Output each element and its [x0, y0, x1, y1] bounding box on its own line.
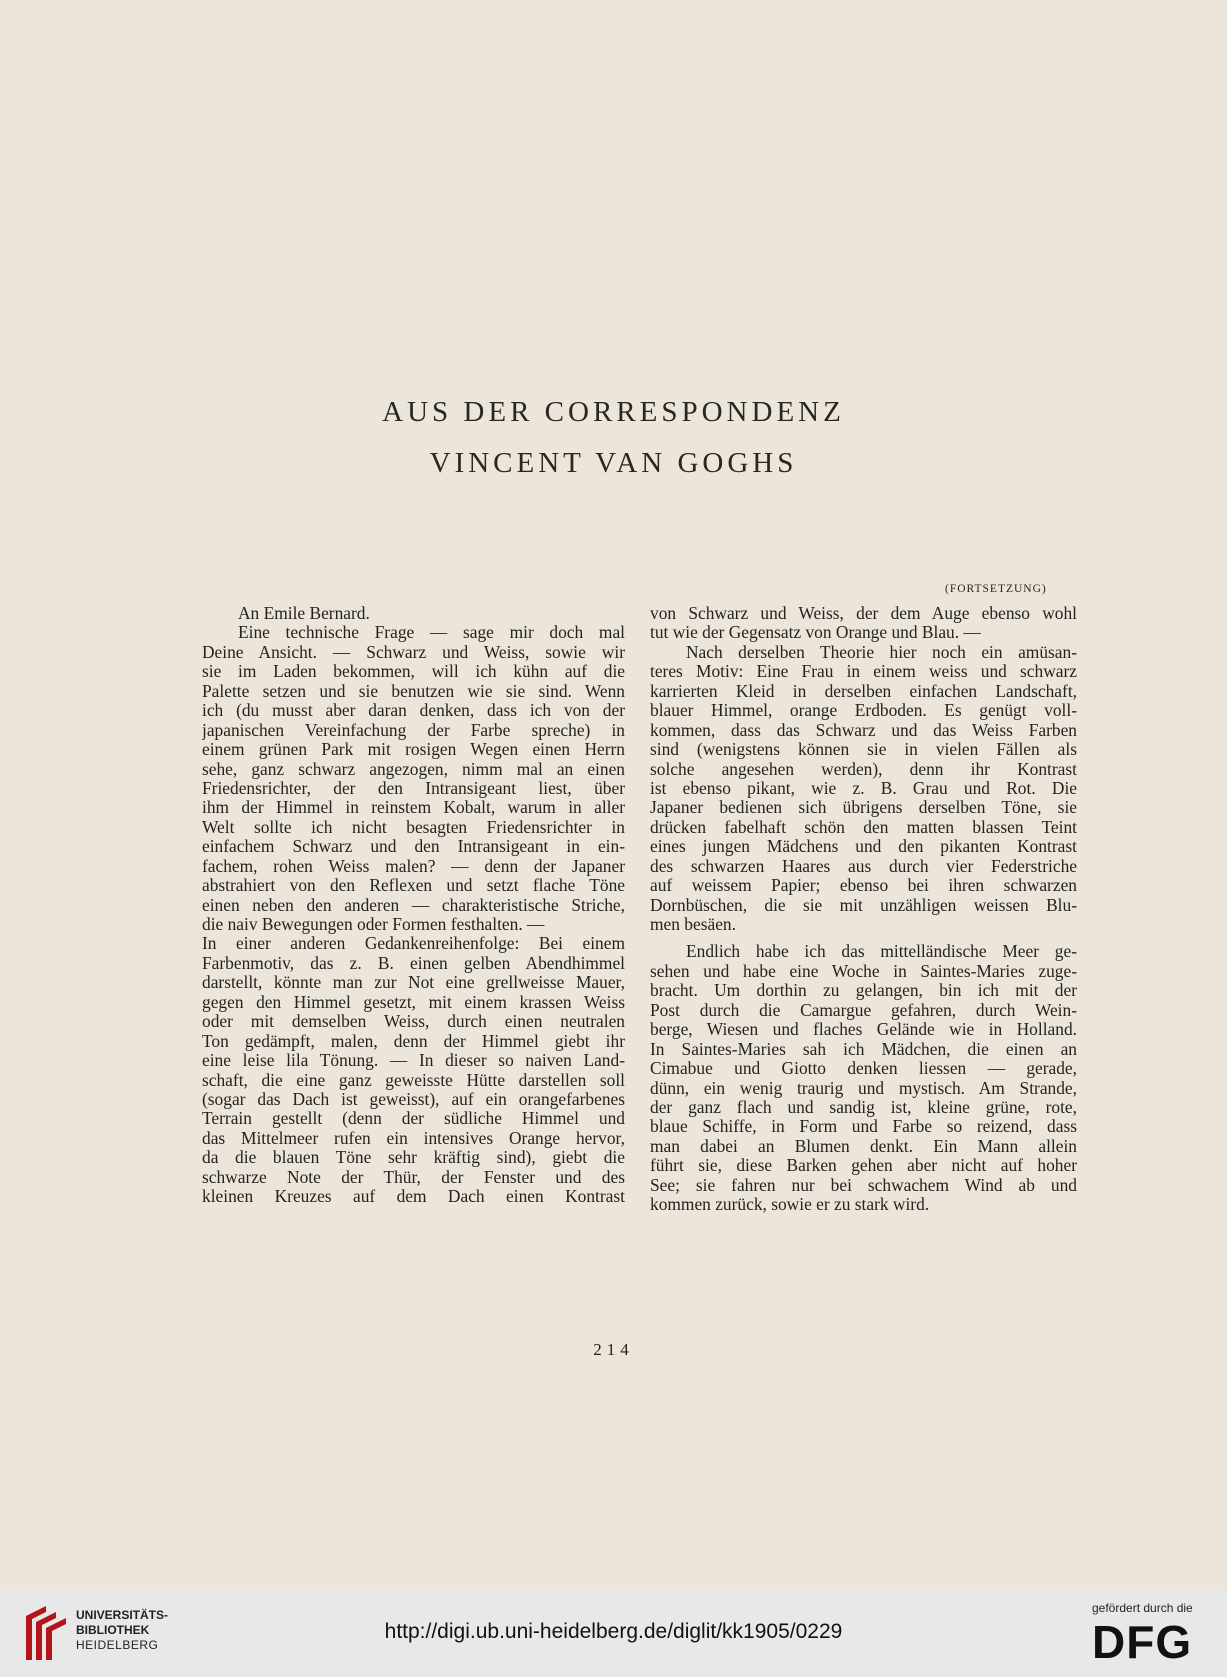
text-line: Nach derselben Theorie hier noch ein amüsan- [686, 642, 1077, 662]
text-line: drücken fabelhaft schön den matten blassen Teint [650, 817, 1077, 837]
text-line: japanischen Vereinfachung der Farbe spreche) in [202, 720, 625, 740]
text-line: teres Motiv: Eine Frau in einem weiss und schwarz [650, 662, 1077, 682]
text-line: sie im Laden bekommen, will ich kühn auf die [202, 662, 625, 682]
text-line: ist ebenso pikant, wie z. B. Grau und Rot. Die [650, 778, 1077, 798]
text-line: Deine Ansicht. — Schwarz und Weiss, sowie wir [202, 642, 625, 662]
funder-caption: gefördert durch die [1092, 1601, 1193, 1615]
footer-bar [0, 1590, 1227, 1677]
text-line: von Schwarz und Weiss, der dem Auge ebenso wohl [650, 604, 1077, 623]
text-line: See; sie fahren nur bei schwachem Wind ab und [650, 1175, 1077, 1195]
permalink-url[interactable]: http://digi.ub.uni-heidelberg.de/diglit/kk1905/0229 [384, 1620, 843, 1643]
text-line: In Saintes-Maries sah ich Mädchen, die einen an [650, 1039, 1077, 1059]
text-line: auf weissem Papier; ebenso bei ihren schwarzen [650, 876, 1077, 896]
text-line: die naiv Bewegungen oder Formen festhalten. — [202, 914, 545, 934]
text-line: Farbenmotiv, das z. B. einen gelben Abendhimmel [202, 953, 625, 973]
text-line: Eine technische Frage — sage mir doch mal [238, 623, 625, 643]
text-line: ich (du musst aber daran denken, dass ich von der [202, 701, 625, 721]
text-line: man dabei an Blumen denkt. Ein Mann allein [650, 1136, 1077, 1156]
text-line: da die blauen Töne sehr kräftig sind), giebt die [202, 1148, 625, 1168]
text-line: führt sie, diese Barken gehen aber nicht auf hoher [650, 1156, 1077, 1176]
text-line: Endlich habe ich das mittelländische Meer ge- [686, 942, 1077, 962]
text-line: einen neben den anderen — charakteristische Striche, [202, 895, 625, 915]
text-line: das Mittelmeer rufen ein intensives Orange hervor, [202, 1128, 625, 1148]
text-line: ihm der Himmel in reinstem Kobalt, warum in aller [202, 798, 625, 818]
text-line: Cimabue und Giotto denken liessen — gerade, [650, 1059, 1077, 1079]
text-line: dünn, ein wenig traurig und mystisch. Am Strande, [650, 1078, 1077, 1098]
text-line: Japaner bedienen sich übrigens derselben Töne, sie [650, 798, 1077, 818]
continued-label: (FORTSETZUNG) [945, 583, 1047, 595]
library-name-line-1: UNIVERSITÄTS- [76, 1608, 169, 1622]
text-line: Palette setzen und sie benutzen wie sie sind. Wenn [202, 681, 625, 701]
right-column [650, 604, 1077, 1215]
title-line-1: AUS DER CORRESPONDENZ [382, 396, 845, 428]
text-line: schaft, die eine ganz geweisste Hütte darstellen soll [202, 1070, 625, 1090]
text-line: blaue Schiffe, in Form und Farbe so reizend, dass [650, 1117, 1077, 1137]
text-line: sind (wenigstens können sie in vielen Fällen als [650, 740, 1077, 760]
text-line: Post durch die Camargue gefahren, durch Wein- [650, 1000, 1077, 1020]
text-line: eines jungen Mädchens und den pikanten Kontrast [650, 837, 1077, 857]
text-line: Friedensrichter, der den Intransigeant liest, über [202, 778, 625, 798]
text-line: sehen und habe eine Woche in Saintes-Maries zuge- [650, 961, 1077, 981]
library-name-line-2: BIBLIOTHEK [76, 1623, 150, 1637]
text-line: einem grünen Park mit rosigen Wegen einen Herrn [202, 740, 625, 760]
text-line: der ganz flach und sandig ist, kleine grüne, rote, [650, 1097, 1077, 1117]
text-line: des schwarzen Haares aus durch vier Federstriche [650, 856, 1077, 876]
text-line: Terrain gestellt (denn der südliche Himmel und [202, 1109, 625, 1129]
text-line: darstellt, könnte man zur Not eine grellweisse Mauer, [202, 973, 625, 993]
text-line: (sogar das Dach ist geweisst), auf ein orangefarbenes [202, 1089, 625, 1109]
text-line: einfachem Schwarz und den Intransigeant in ein- [202, 837, 625, 857]
page-number: 214 [593, 1340, 634, 1359]
text-line: abstrahiert von den Reflexen und setzt flache Töne [202, 876, 625, 896]
text-line: oder mit demselben Weiss, durch einen neutralen [202, 1012, 625, 1032]
text-line: karrierten Kleid in derselben einfachen Landschaft, [650, 681, 1077, 701]
text-line: gegen den Himmel gesetzt, mit einem krassen Weiss [202, 992, 625, 1012]
text-line: tut wie der Gegensatz von Orange und Blau. — [650, 622, 981, 643]
text-line: eine leise lila Tönung. — In dieser so naiven Land- [202, 1051, 625, 1071]
text-line: In einer anderen Gedankenreihenfolge: Bei einem [202, 934, 625, 954]
dfg-logo: DFG [1092, 1616, 1193, 1668]
text-line: sehe, ganz schwarz angezogen, nimm mal an einen [202, 759, 625, 779]
text-line: Welt sollte ich nicht besagten Friedensrichter in [202, 817, 625, 837]
text-line: kleinen Kreuzes auf dem Dach einen Kontrast [202, 1187, 625, 1207]
text-line: bracht. Um dorthin zu gelangen, bin ich mit der [650, 981, 1077, 1001]
text-line: An Emile Bernard. [238, 603, 370, 623]
text-line: fachem, rohen Weiss malen? — denn der Japaner [202, 856, 625, 876]
text-line: solche angesehen werden), denn ihr Kontrast [650, 759, 1077, 779]
left-column [202, 604, 625, 1207]
text-line: kommen, dass das Schwarz und das Weiss Farben [650, 720, 1077, 740]
library-name-line-3: HEIDELBERG [76, 1638, 159, 1652]
text-line: blauer Himmel, orange Erdboden. Es genügt voll- [650, 701, 1077, 721]
text-line: men besäen. [650, 914, 736, 934]
text-line: schwarze Note der Thür, der Fenster und des [202, 1167, 625, 1187]
text-line: Dornbüschen, die sie mit unzähligen weissen Blu- [650, 895, 1077, 915]
title-line-2: VINCENT VAN GOGHS [429, 447, 798, 479]
text-line: kommen zurück, sowie er zu stark wird. [650, 1194, 930, 1215]
text-line: Ton gedämpft, malen, denn der Himmel giebt ihr [202, 1031, 625, 1051]
text-line: berge, Wiesen und flaches Gelände wie in Holland. [650, 1020, 1077, 1040]
